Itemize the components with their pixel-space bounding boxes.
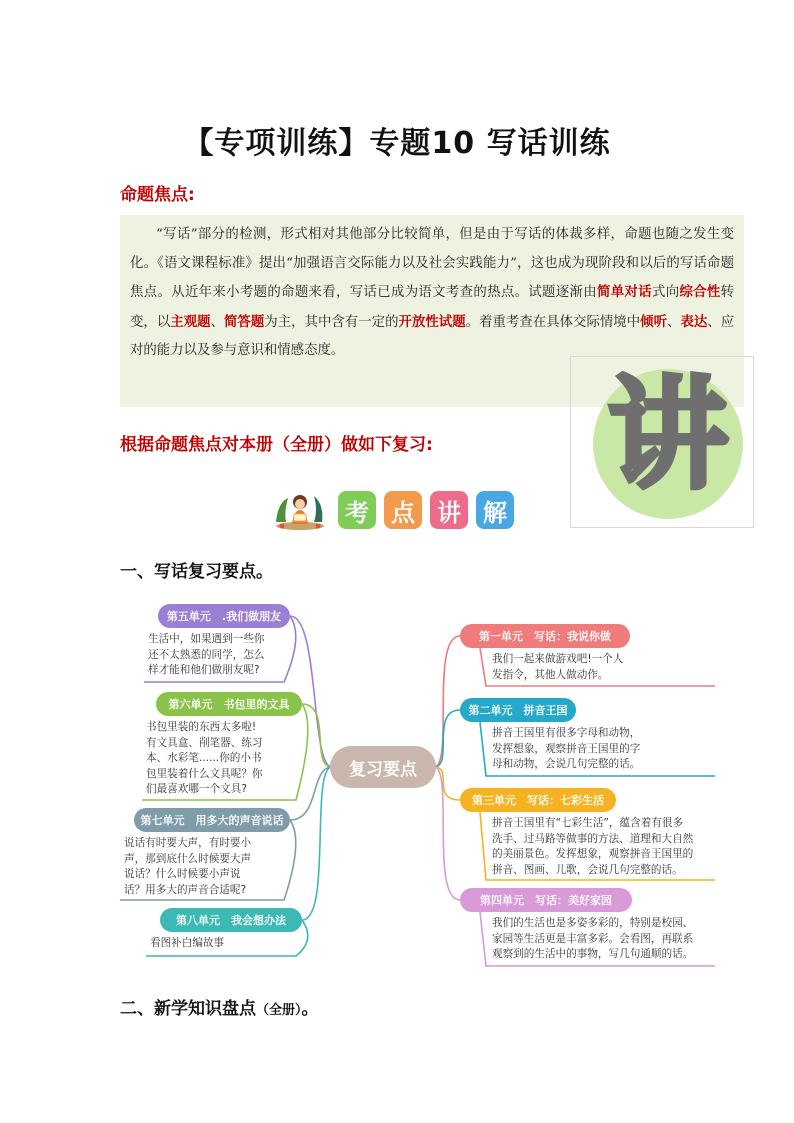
note-line: 说话？什么时候要小声说 xyxy=(124,868,241,880)
mindmap-note-right-2 xyxy=(492,816,693,878)
badge-3: 解 xyxy=(476,491,514,529)
note-line: 拼音王国里有“七彩生活”，蕴含着有很多 xyxy=(492,817,684,829)
review-heading: 根据命题焦点对本册（全册）做如下复习: xyxy=(120,435,433,455)
mindmap-center: 复习要点 xyxy=(330,746,436,788)
note-line: 我们一起来做游戏吧!一个人 xyxy=(492,653,624,665)
note-line: 有文具盒、削笔器、练习 xyxy=(146,736,263,749)
connector-line xyxy=(434,636,460,767)
mindmap-branch-right-0: 第一单元 写话：我说你做 xyxy=(460,624,630,648)
paragraph-text: 、应对的能力以及参与意识和情感态度。 xyxy=(130,314,735,358)
note-line: 我们的生活也是多姿多彩的，特别是校园、 xyxy=(492,917,694,929)
note-line: 洗手、过马路等做事的方法、道理和大自然 xyxy=(492,832,694,845)
note-line: 母和动物，会说几句完整的话。 xyxy=(492,758,641,770)
note-line: 拼音、图画、儿歌，会说几句完整的话。 xyxy=(492,863,683,876)
paragraph-text: “写话”部分的检测，形式相对其他部分比较简单，但是由于写话的体裁多样，命题也随之发生变化。《语文课程标准》提出“加强语言交际能力以及社会实践能力”，这也成为现阶段和以后的写话命题焦点。从近年来小考题的命题来看，写话已成为语文考查的热点。试题逐渐由 xyxy=(130,227,734,300)
stamp-char: 讲 xyxy=(608,366,728,505)
connector-line xyxy=(302,767,332,920)
note-line: 话？用多大的声音合适呢? xyxy=(124,883,247,896)
mindmap-branch-left-0: 第五单元 .我们做朋友 xyxy=(158,604,290,628)
note-line: 发指令，其他人做动作。 xyxy=(492,668,609,681)
mindmap-note-left-1 xyxy=(146,720,263,798)
highlight-term: 倾听 xyxy=(640,313,667,330)
note-line: 发挥想象，观察拼音王国里的字 xyxy=(492,742,641,755)
badge-2: 讲 xyxy=(430,491,468,529)
mindmap-branch-left-3: 第八单元 我会想办法 xyxy=(160,908,302,932)
section2-heading xyxy=(120,994,319,1019)
mindmap-note-left-0 xyxy=(148,632,265,679)
highlight-term: 综合性 xyxy=(679,284,721,300)
note-line: 样才能和他们做朋友呢? xyxy=(148,664,260,676)
highlight-term: 表达 xyxy=(680,313,708,330)
section2-end: 。 xyxy=(301,999,319,1019)
girl-reading-icon xyxy=(270,488,330,532)
connector-line xyxy=(434,767,460,800)
mindmap-note-right-3 xyxy=(492,916,693,963)
mindmap-note-right-1 xyxy=(492,726,640,773)
paragraph-text: 、 xyxy=(667,314,681,330)
focus-heading: 命题焦点: xyxy=(120,185,195,205)
note-line: 拼音王国里有很多字母和动物， xyxy=(492,727,641,739)
mindmap-note-left-2 xyxy=(124,836,251,898)
highlight-term: 简单对话 xyxy=(597,284,652,300)
page-title: 【专项训练】专题10 写话训练 xyxy=(183,126,611,161)
paragraph-text: 式向 xyxy=(651,285,680,300)
section2-main: 二、新学知识盘点 xyxy=(120,999,256,1019)
note-line: 观察到的生活中的事物，写几句通顺的话。 xyxy=(492,948,694,960)
connector-line xyxy=(434,767,460,900)
paragraph-text: 、 xyxy=(210,314,224,330)
highlight-term: 简答题 xyxy=(224,313,265,330)
paragraph-text: 转变，以 xyxy=(130,285,735,330)
note-line: 说话有时要大声，有时要小 xyxy=(124,837,252,849)
mindmap-branch-left-1: 第六单元 书包里的文具 xyxy=(156,692,302,716)
section1-heading: 一、写话复习要点。 xyxy=(120,562,273,582)
note-line: 还不太熟悉的同学，怎么 xyxy=(148,648,265,661)
note-line: 生活中，如果遇到一些你 xyxy=(148,633,265,645)
mindmap-branch-right-2: 第三单元 写话：七彩生活 xyxy=(460,788,616,812)
mindmap-note-left-3 xyxy=(150,936,224,952)
highlight-term: 开放性试题 xyxy=(398,313,466,330)
jiang-stamp xyxy=(570,356,754,528)
note-line: 看图补白编故事 xyxy=(150,937,225,949)
kaodian-badge-row xyxy=(270,488,514,532)
highlight-term: 主观题 xyxy=(170,313,211,330)
note-line: 们最喜欢哪一个文具? xyxy=(146,783,247,795)
note-line: 本、水彩笔......你的小书 xyxy=(146,752,262,764)
section2-small: （全册） xyxy=(256,1003,302,1018)
note-line: 包里装着什么文具呢？你 xyxy=(146,767,263,780)
paragraph-text: 为主，其中含有一定的 xyxy=(264,314,399,330)
mindmap-note-right-0 xyxy=(492,652,623,683)
mindmap-branch-right-1: 第二单元 拼音王国 xyxy=(460,698,576,722)
mindmap-branch-left-2: 第七单元 用多大的声音说话 xyxy=(134,808,290,832)
note-line: 的美丽景色。发挥想象，观察拼音王国里的 xyxy=(492,848,694,860)
badge-0: 考 xyxy=(338,491,376,529)
note-line: 书包里装的东西太多啦! xyxy=(146,721,257,733)
connector-line xyxy=(434,710,460,767)
mindmap-branch-right-3: 第四单元 写话：美好家园 xyxy=(460,888,632,912)
note-line: 家园等生活更是丰富多彩。会看图，再联系 xyxy=(492,932,694,945)
paragraph-text: 。着重考查在具体交际情境中 xyxy=(465,314,641,330)
mindmap xyxy=(120,598,720,970)
note-line: 声，那到底什么时候要大声 xyxy=(124,852,252,865)
badge-1: 点 xyxy=(384,491,422,529)
